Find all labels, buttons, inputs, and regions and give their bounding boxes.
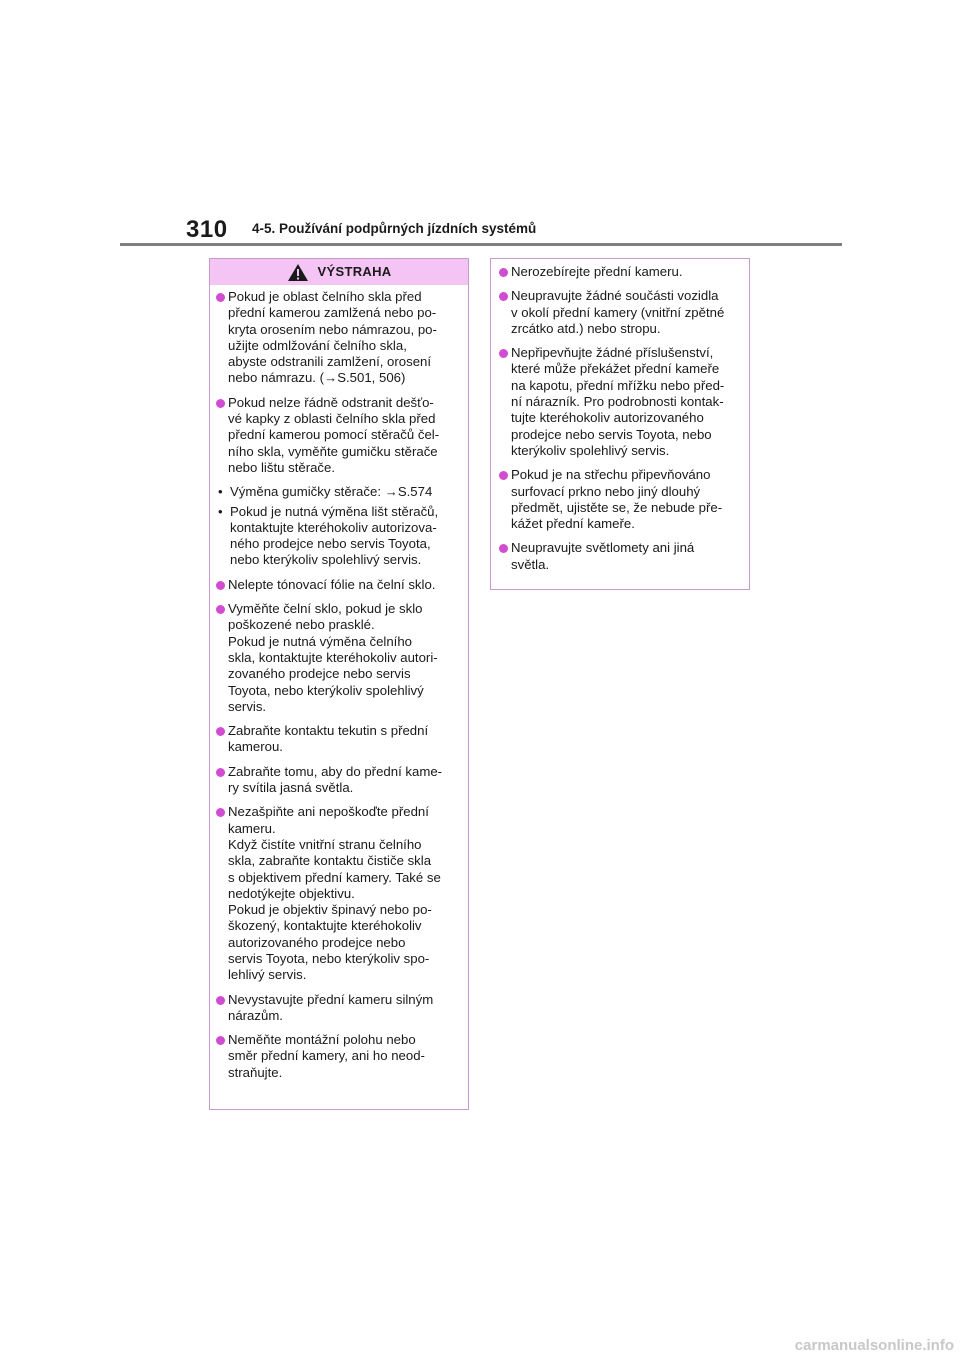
page-header (120, 212, 842, 248)
text-line: na kapotu, přední mřížku nebo před- (511, 377, 725, 393)
text-line: s objektivem přední kamery. Také se (228, 869, 441, 885)
warning-title: VÝSTRAHA (317, 263, 392, 279)
text-line: Zabraňte tomu, aby do přední kame- (228, 763, 443, 779)
text-line: tujte kteréhokoliv autorizovaného (511, 410, 704, 426)
text-line: směr přední kamery, ani ho neod- (228, 1048, 425, 1064)
bullet-item (499, 540, 741, 573)
text-line: vé kapky z oblasti čelního skla před (228, 411, 436, 427)
text-line: přední kamerou zamlžená nebo po- (228, 305, 437, 321)
text-line: kamerou. (228, 739, 283, 755)
bullet-item (216, 992, 462, 1025)
bullet-item (216, 601, 462, 715)
text-line: prodejce nebo servis Toyota, nebo (511, 426, 712, 442)
text-line: kryta orosením nebo námrazou, po- (228, 321, 437, 337)
text-line: Pokud je na střechu připevňováno (511, 467, 711, 483)
text-line: skla, zabraňte kontaktu čističe skla (228, 853, 432, 869)
text-line: Nelepte tónovací fólie na čelní sklo. (228, 576, 436, 592)
text-line: zrcátko atd.) nebo stropu. (511, 320, 661, 336)
text-line: nebo námrazu. (→S.501, 506) (228, 370, 406, 386)
warning-header (210, 259, 468, 285)
text-line: Pokud je objektiv špinavý nebo po- (228, 902, 432, 918)
text-line: Nepřipevňujte žádné příslušenství, (511, 345, 714, 361)
text-line: straňujte. (228, 1064, 283, 1080)
text-line: Pokud je oblast čelního skla před (228, 289, 422, 304)
bullet-item (216, 289, 462, 387)
text-line: Nerozebírejte přední kameru. (511, 264, 683, 279)
text-line: surfovací prkno nebo jiný dlouhý (511, 483, 701, 499)
header-rule (120, 243, 842, 246)
text-line: Nevystavujte přední kameru silným (228, 991, 434, 1007)
bullet-item (216, 577, 462, 593)
text-line: nedotýkejte objektivu. (228, 885, 355, 901)
text-line: zovaného prodejce nebo servis (228, 666, 411, 682)
text-line: nebo lištu stěrače. (228, 459, 336, 475)
text-line: Zabraňte kontaktu tekutin s přední (228, 723, 429, 739)
text-line: Vyměňte čelní sklo, pokud je sklo (228, 601, 423, 617)
bullet-item (216, 1032, 462, 1081)
text-line: Neměňte montážní polohu nebo (228, 1032, 416, 1048)
text-line: přední kamerou pomocí stěračů čel- (228, 427, 440, 443)
bullet-item (499, 345, 741, 459)
text-line: kážet přední kameře. (511, 516, 635, 532)
text-line: v okolí přední kamery (vnitřní zpětné (511, 304, 725, 320)
text-line: kameru. (228, 820, 276, 836)
bullet-item (499, 264, 741, 280)
bullet-item (499, 288, 741, 337)
text-line: • Pokud je nutná výměna lišt stěračů, (230, 503, 439, 519)
text-line: nárazům. (228, 1007, 283, 1023)
bullet-item (216, 723, 462, 756)
text-line: Neupravujte žádné součásti vozidla (511, 288, 719, 304)
text-line: Nezašpiňte ani nepoškoďte přední (228, 804, 429, 820)
text-line: Když čistíte vnitřní stranu čelního (228, 836, 422, 852)
text-line: • Výměna gumičky stěrače: →S.574 (230, 484, 433, 500)
text-line: Pokud nelze řádně odstranit dešťo- (228, 394, 434, 410)
text-line: abyste odstranili zamlžení, orosení (228, 354, 432, 370)
right-column-box (490, 258, 750, 590)
text-line: Toyota, nebo kterýkoliv spolehlivý (228, 682, 424, 698)
text-line: kontaktujte kteréhokoliv autorizova- (230, 519, 437, 535)
text-line: skla, kontaktujte kteréhokoliv autori- (228, 649, 438, 665)
text-line: servis Toyota, nebo kterýkoliv spo- (228, 950, 430, 966)
warning-triangle-icon (287, 263, 309, 282)
bullet-item (216, 395, 462, 476)
text-line: Pokud je nutná výměna čelního (228, 633, 413, 649)
bullet-item (216, 764, 462, 797)
bullet-item (499, 467, 741, 532)
text-line: poškozené nebo prasklé. (228, 617, 375, 633)
text-line: nebo kterýkoliv spolehlivý servis. (230, 552, 422, 568)
text-line: autorizovaného prodejce nebo (228, 934, 406, 950)
sub-list-item (216, 484, 462, 500)
warning-box (209, 258, 469, 1110)
text-line: které může překážet přední kameře (511, 361, 720, 377)
text-line: předmět, ujistěte se, že nebude pře- (511, 499, 723, 515)
sub-list-item (216, 504, 462, 569)
text-line: lehlivý servis. (228, 967, 307, 983)
text-line: ného prodejce nebo servis Toyota, (230, 536, 431, 552)
text-line: světla. (511, 556, 550, 572)
warning-body (210, 285, 468, 1081)
footer-watermark: carmanualsonline.info (794, 1337, 954, 1354)
text-line: ry svítila jasná světla. (228, 780, 354, 796)
text-line: ní nárazník. Pro podrobnosti kontak- (511, 394, 724, 410)
text-line: škozený, kontaktujte kteréhokoliv (228, 918, 422, 934)
text-line: kterýkoliv spolehlivý servis. (511, 442, 670, 458)
text-line: užijte odmlžování čelního skla, (228, 337, 407, 353)
text-line: Neupravujte světlomety ani jiná (511, 540, 695, 556)
section-title: 4-5. Používání podpůrných jízdních systémů (252, 221, 537, 236)
text-line: ního skla, vyměňte gumičku stěrače (228, 443, 438, 459)
page-number: 310 (186, 216, 228, 243)
bullet-item (216, 804, 462, 983)
text-line: servis. (228, 698, 267, 714)
